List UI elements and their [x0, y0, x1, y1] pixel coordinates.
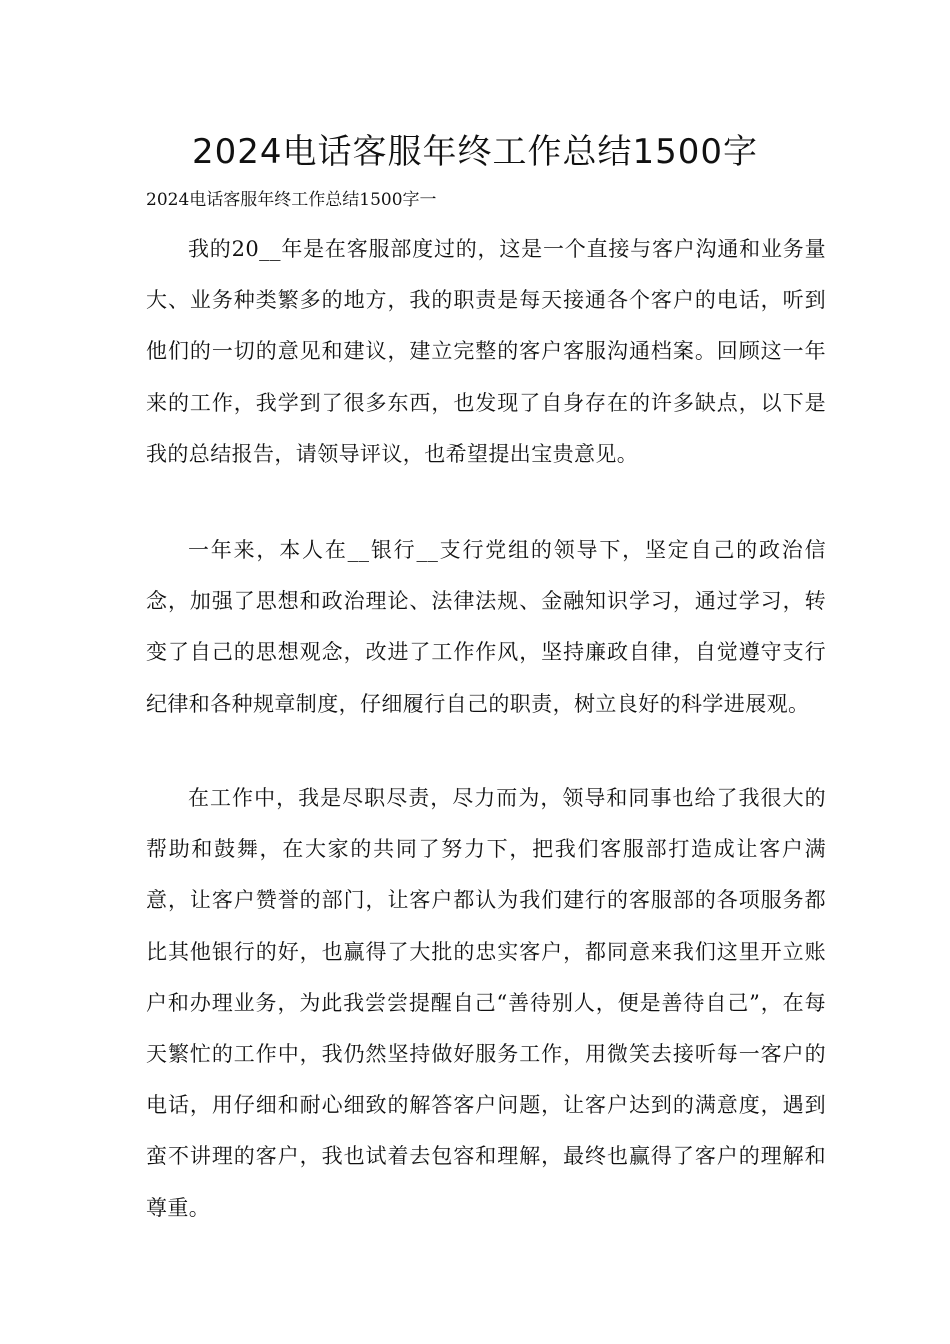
paragraph-work: 在工作中，我是尽职尽责，尽力而为，领导和同事也给了我很大的帮助和鼓舞，在大家的共同了努力下，把我们客服部打造成让客户满意，让客户赞誉的部门，让客户都认为我们建行的客服部的各项服务都比其他银行的好，也赢得了大批的忠实客户，都同意来我们这里开立账户和办理业务，为此我尝尝提醒自己“善待别人，便是善待自己”，在每天繁忙的工作中，我仍然坚持做好服务工作，用微笑去接听每一客户的电话，用仔细和耐心细致的解答客户问题，让客户达到的满意度，遇到蛮不讲理的客户，我也试着去包容和理解，最终也赢得了客户的理解和尊重。 [146, 786, 826, 1220]
document-subtitle: 2024电话客服年终工作总结1500字一 [146, 190, 437, 210]
document-title: 2024电话客服年终工作总结1500字 [191, 132, 759, 172]
paragraph-political: 一年来，本人在__银行__支行党组的领导下，坚定自己的政治信念，加强了思想和政治理论、法律法规、金融知识学习，通过学习，转变了自己的思想观念，改进了工作作风，坚持廉政自律，自觉遵守支行纪律和各种规章制度，仔细履行自己的职责，树立良好的科学进展观。 [146, 538, 826, 716]
paragraph-intro: 我的20__年是在客服部度过的，这是一个直接与客户沟通和业务量大、业务种类繁多的地方，我的职责是每天接通各个客户的电话，听到他们的一切的意见和建议，建立完整的客户客服沟通档案。回顾这一年来的工作，我学到了很多东西，也发现了自身存在的许多缺点，以下是我的总结报告，请领导评议，也希望提出宝贵意见。 [146, 237, 826, 466]
